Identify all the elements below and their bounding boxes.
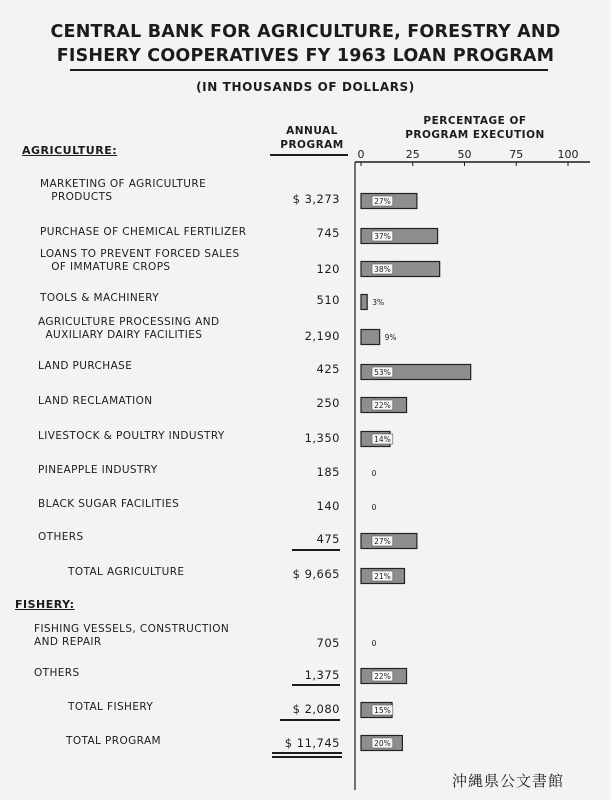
row-label-marketing: MARKETING OF AGRICULTURE PRODUCTS: [40, 178, 207, 203]
row-label-total-program: TOTAL PROGRAM: [66, 735, 161, 747]
row-value-forced-sales: 120: [316, 262, 340, 276]
bar-value-label: 38%: [374, 265, 391, 274]
row-value-fertilizer: 745: [316, 226, 340, 240]
section-agriculture: AGRICULTURE:: [22, 144, 118, 157]
bar-value-label: 27%: [374, 197, 391, 206]
row-label-livestock: LIVESTOCK & POULTRY INDUSTRY: [38, 430, 225, 442]
bar-value-label: 9%: [384, 333, 397, 342]
bar: [361, 295, 367, 310]
bar-value-label: 22%: [374, 401, 391, 410]
row-value-black-sugar: 140: [316, 499, 340, 513]
bar-value-label: 14%: [374, 435, 391, 444]
row-label-total-fishery: TOTAL FISHERY: [68, 701, 154, 713]
bar-value-label: 0: [371, 469, 377, 478]
section-fishery: FISHERY:: [15, 598, 75, 611]
bar-value-label: 3%: [372, 298, 385, 307]
row-value-others-agriculture: 475: [316, 532, 340, 546]
annual-program-header: ANNUAL PROGRAM: [280, 125, 344, 151]
x-axis-ticks: [358, 148, 579, 166]
row-value-total-agriculture: $ 9,665: [292, 567, 340, 581]
bar-value-label: 20%: [374, 739, 391, 748]
chart-title-line-2: FISHERY COOPERATIVES FY 1963 LOAN PROGRAM: [56, 46, 555, 66]
row-value-pineapple: 185: [316, 465, 340, 479]
bar-value-label: 21%: [374, 572, 391, 581]
bar-value-label: 37%: [374, 232, 391, 241]
row-label-tools: TOOLS & MACHINERY: [40, 292, 160, 304]
row-value-others-fishery: 1,375: [304, 668, 340, 682]
bar-value-label: 27%: [374, 537, 391, 546]
row-value-land-reclamation: 250: [316, 396, 340, 410]
row-label-pineapple: PINEAPPLE INDUSTRY: [38, 464, 158, 476]
row-label-others-fishery: OTHERS: [34, 667, 80, 679]
x-tick-label: 100: [557, 148, 579, 161]
row-value-processing: 2,190: [304, 329, 340, 343]
bar-value-label: 0: [371, 639, 377, 648]
row-value-fishing-vessels: 705: [316, 636, 340, 650]
x-tick-label: 75: [509, 148, 524, 161]
row-label-fertilizer: PURCHASE OF CHEMICAL FERTILIZER: [40, 226, 247, 238]
chart-title-line-1: CENTRAL BANK FOR AGRICULTURE, FORESTRY AND: [50, 22, 561, 42]
row-value-tools: 510: [316, 293, 340, 307]
bar-value-label: 15%: [374, 706, 391, 715]
row-label-processing: AGRICULTURE PROCESSING AND AUXILIARY DAIRY FACILITIES: [38, 316, 220, 341]
bar-value-label: 22%: [374, 672, 391, 681]
row-value-total-program: $ 11,745: [284, 736, 340, 750]
archive-watermark: 沖縄県公文書館: [452, 772, 565, 790]
bar-value-label: 53%: [374, 368, 391, 377]
bar: [361, 330, 380, 345]
row-label-black-sugar: BLACK SUGAR FACILITIES: [38, 498, 180, 510]
row-label-land-reclamation: LAND RECLAMATION: [38, 395, 153, 407]
chart-subtitle: (IN THOUSANDS OF DOLLARS): [196, 80, 415, 94]
row-value-livestock: 1,350: [304, 431, 340, 445]
row-value-total-fishery: $ 2,080: [292, 702, 340, 716]
row-value-land-purchase: 425: [316, 362, 340, 376]
row-label-forced-sales: LOANS TO PREVENT FORCED SALES OF IMMATURE CROPS: [40, 248, 240, 273]
bar-value-label: 0: [371, 503, 377, 512]
row-label-fishing-vessels: FISHING VESSELS, CONSTRUCTION AND REPAIR: [34, 623, 230, 648]
x-tick-label: 25: [405, 148, 420, 161]
row-label-others-agriculture: OTHERS: [38, 531, 84, 543]
x-tick-label: 50: [457, 148, 472, 161]
bar-series: [361, 194, 471, 751]
x-tick-label: 0: [357, 148, 365, 161]
row-label-total-agriculture: TOTAL AGRICULTURE: [68, 566, 185, 578]
percentage-header: PERCENTAGE OF PROGRAM EXECUTION: [405, 115, 545, 141]
row-value-marketing: $ 3,273: [292, 192, 340, 206]
row-label-land-purchase: LAND PURCHASE: [38, 360, 133, 372]
